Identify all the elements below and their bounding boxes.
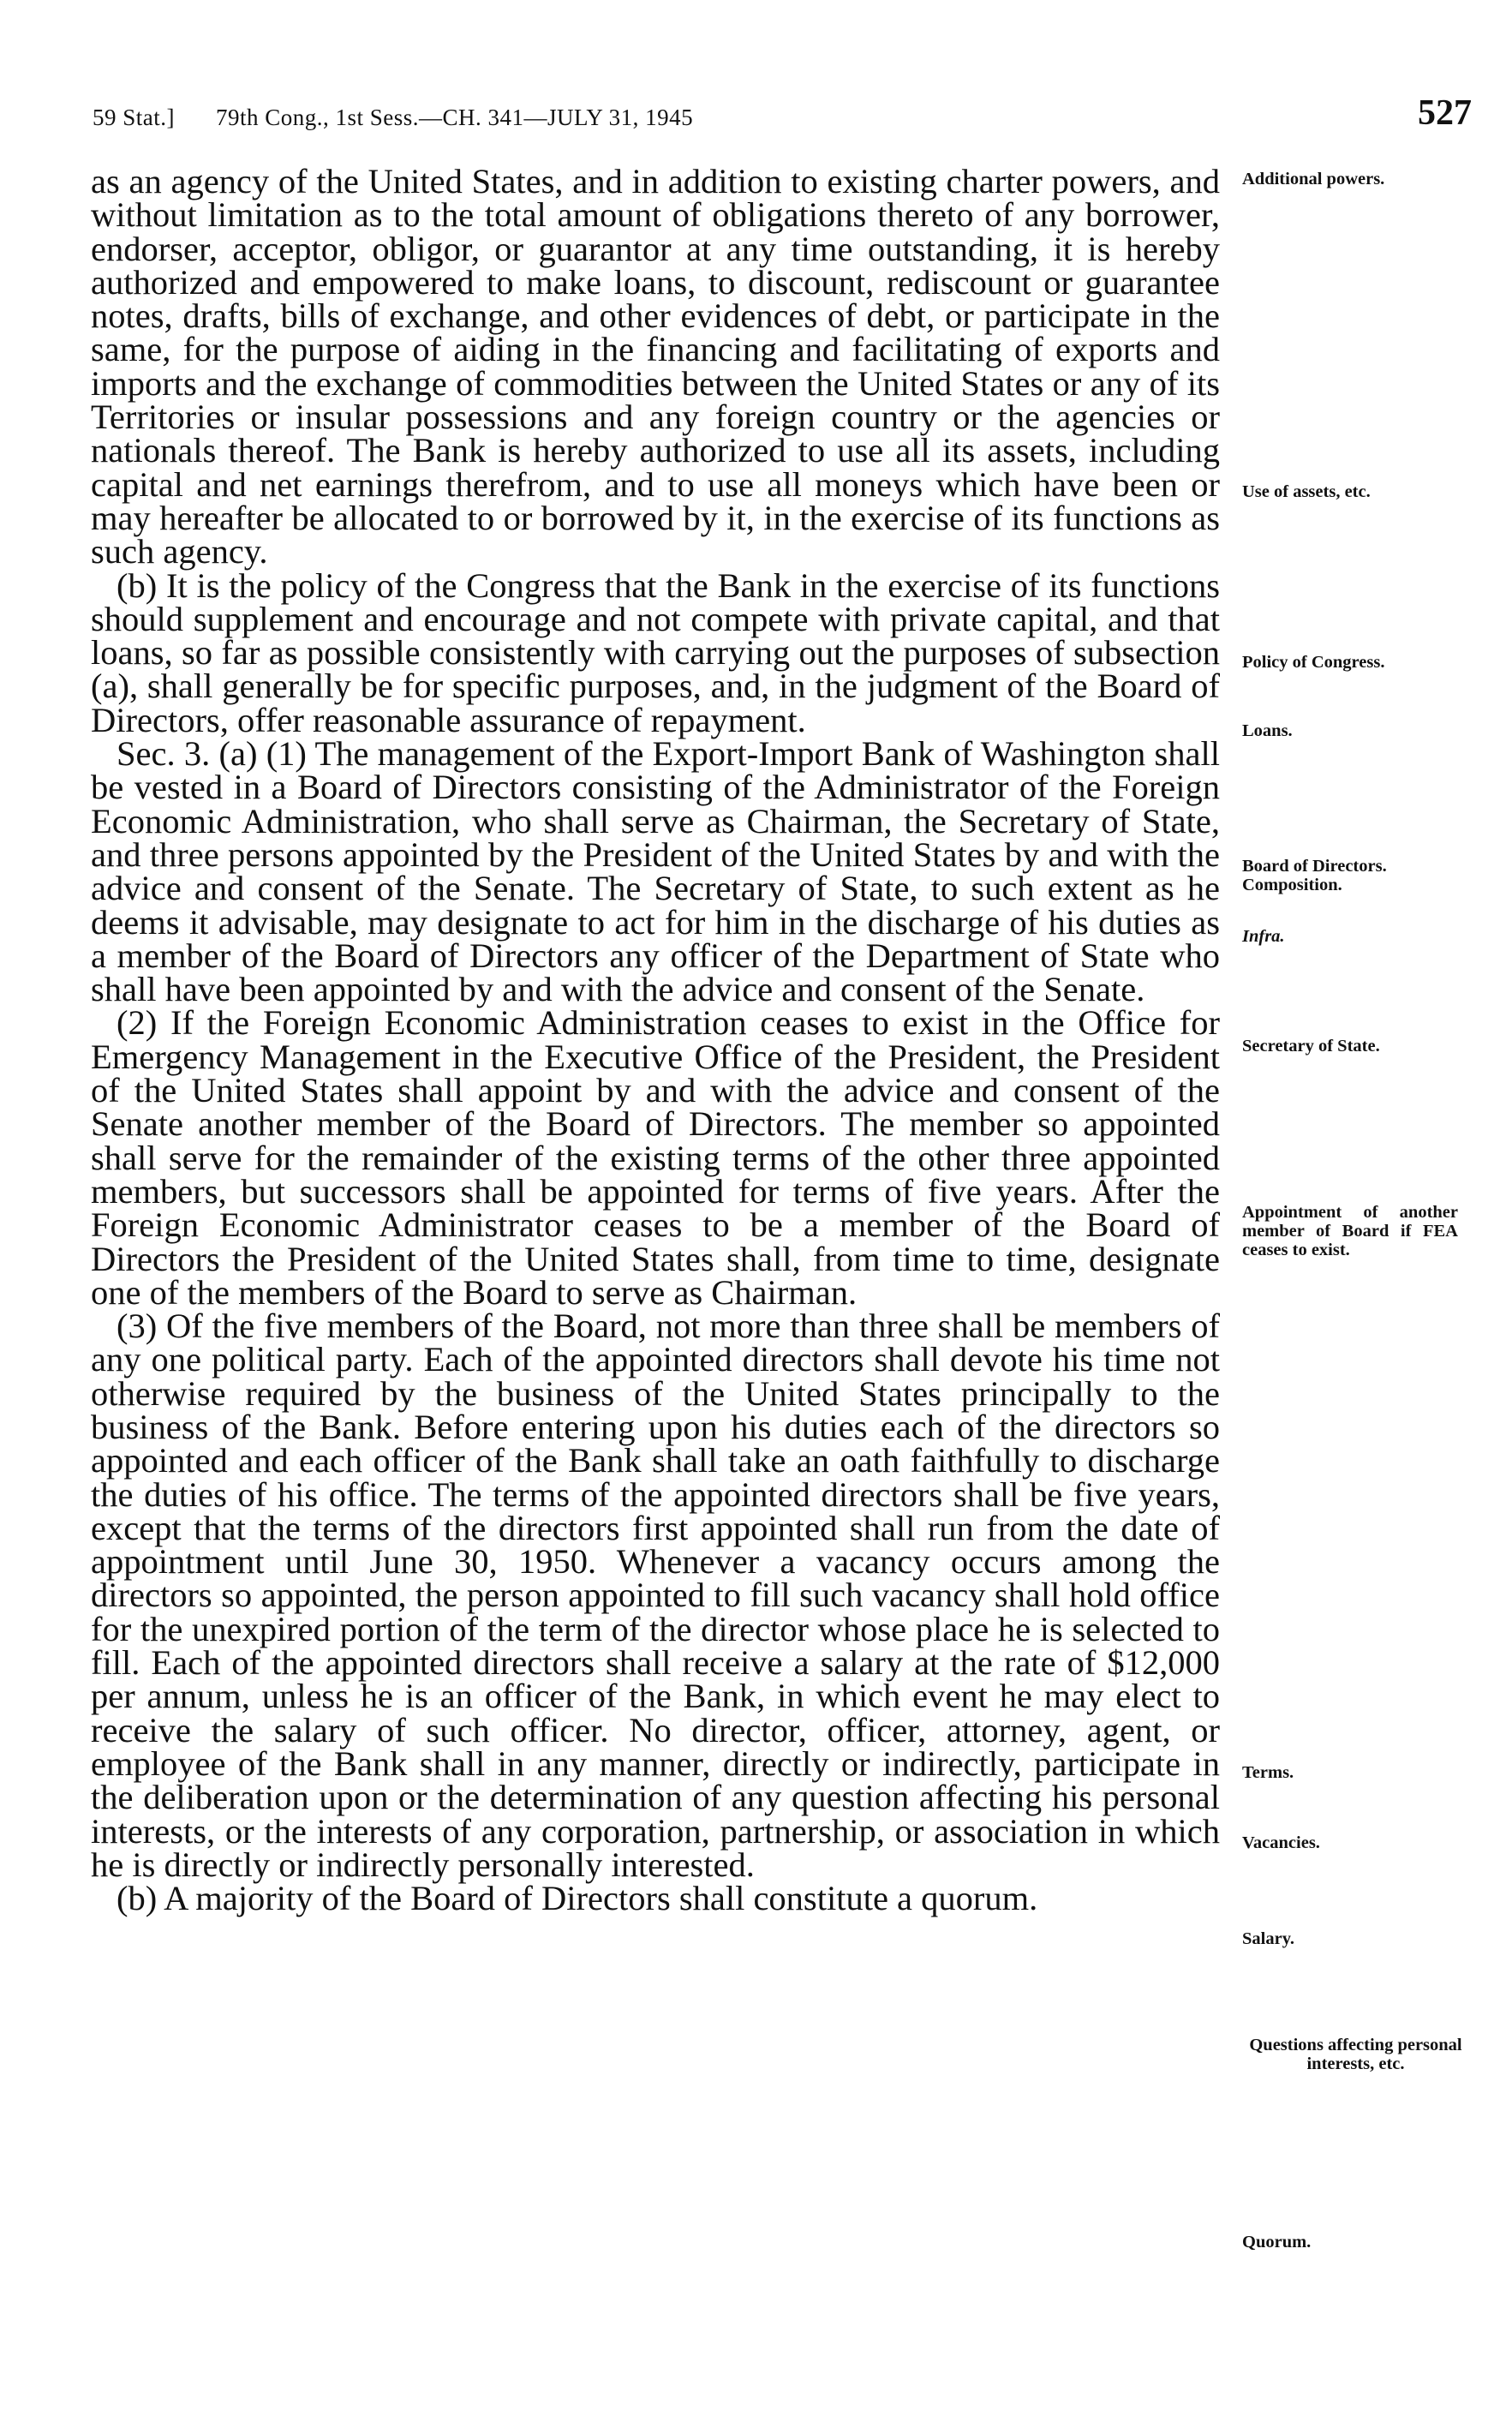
statute-citation: 59 Stat.]: [93, 105, 175, 130]
margin-note-salary: Salary.: [1242, 1929, 1294, 1948]
page-number: 527: [1418, 93, 1472, 133]
paragraph-section-3-b-quorum: (b) A majority of the Board of Directors shall constitute a quorum.: [117, 1879, 1038, 1918]
margin-note-questions-affecting-interests: Questions affecting personal interests, etc.: [1249, 2036, 1462, 2073]
margin-note-policy-of-congress: Policy of Congress.: [1242, 653, 1385, 672]
margin-note-loans: Loans.: [1242, 721, 1293, 740]
margin-note-composition: Composition.: [1242, 876, 1342, 894]
margin-note-additional-powers: Additional powers.: [1242, 170, 1385, 188]
paragraph-subsection-b-policy: (b) It is the policy of the Congress that the Bank in the exercise of its functions should supplement and encourage and not compete with private capital, and that loans, so far as possible consistently with carrying out the purposes of subsection (a), shall generally be for specific purposes, and, in the judgment of the Board of Directors, offer reasonable assurance of repayment.: [91, 565, 1220, 739]
statute-body: [91, 162, 1220, 1918]
running-head: [93, 105, 693, 131]
margin-note-infra: Infra.: [1242, 927, 1285, 946]
margin-note-secretary-of-state: Secretary of State.: [1242, 1037, 1380, 1056]
margin-note-terms: Terms.: [1242, 1763, 1294, 1782]
margin-note-use-of-assets: Use of assets, etc.: [1242, 482, 1371, 501]
paragraph-section-3-a-3: (3) Of the five members of the Board, not more than three shall be members of any one political party. Each of the appointed directors shall devote his time not otherwise required by the business of the United States principally to the business of the Bank. Before entering upon his duties each of the directors so appointed and each officer of the Bank shall take an oath faithfully to discharge the duties of his office. The terms of the appointed directors shall be five years, except that the terms of the directors first appointed shall run from the date of appointment until June 30, 1950. Whenever a vacancy occurs among the directors so appointed, the person appointed to fill such vacancy shall hold office for the unexpired portion of the term of the director whose place he is selected to fill. Each of the appointed directors shall receive a salary at the rate of $12,000 per annum, unless he is an officer of the Bank, in which event he may elect to receive the salary of such officer. No director, officer, attorney, agent, or employee of the Bank shall in any manner, directly or indirectly, participate in the deliberation upon or the determination of any question affecting his personal interests, or the interests of any corporation, partnership, or association in which he is directly or indirectly personally interested.: [91, 1307, 1220, 1884]
paragraph-continuation: as an agency of the United States, and in addition to existing charter powers, and without limitation as to the total amount of obligations thereto of any borrower, endorser, acceptor, obligor, or guarantor at any time outstanding, it is hereby authorized and empowered to make loans, to discount, rediscount or guarantee notes, drafts, bills of exchange, and other evidences of debt, or participate in the same, for the purpose of aiding in the financing and facilitating of exports and imports and the exchange of commodities between the United States or any of its Territories or insular possessions and any foreign country or the agencies or nationals thereof. The Bank is hereby authorized to use all its assets, including capital and net earnings therefrom, and to use all moneys which have been or may hereafter be allocated to or borrowed by it, in the exercise of its functions as such agency.: [91, 162, 1220, 571]
margin-note-quorum: Quorum.: [1242, 2233, 1312, 2252]
page-header: [93, 93, 1472, 144]
paragraph-section-3-a-1: Sec. 3. (a) (1) The management of the Export-Import Bank of Washington shall be vested in a Board of Directors consisting of the Administrator of the Foreign Economic Administration, who shall serve as Chairman, the Secretary of State, and three persons appointed by the President of the United States by and with the advice and consent of the Senate. The Secretary of State, to such extent as he deems it advisable, may designate to act for him in the discharge of his duties as a member of the Board of Directors any officer of the Department of State who shall have been appointed by and with the advice and consent of the Senate.: [91, 734, 1220, 1009]
margin-note-appointment-of-another-member: Appointment of another member of Board if FEA ceases to exist.: [1242, 1203, 1458, 1259]
congress-session-chapter: 79th Cong., 1st Sess.—CH. 341—JULY 31, 1945: [216, 105, 694, 130]
margin-note-board-of-directors: Board of Directors.: [1242, 857, 1387, 876]
paragraph-section-3-a-2: (2) If the Foreign Economic Administration ceases to exist in the Office for Emergency Management in the Executive Office of the President, the President of the United States shall appoint by and with the advice and consent of the Senate another member of the Board of Directors. The member so appointed shall serve for the remainder of the existing terms of the other three appointed members, but successors shall be appointed for terms of five years. After the Foreign Economic Administrator ceases to be a member of the Board of Directors the President of the United States shall, from time to time, designate one of the members of the Board to serve as Chairman.: [91, 1003, 1220, 1312]
margin-note-vacancies: Vacancies.: [1242, 1833, 1320, 1852]
